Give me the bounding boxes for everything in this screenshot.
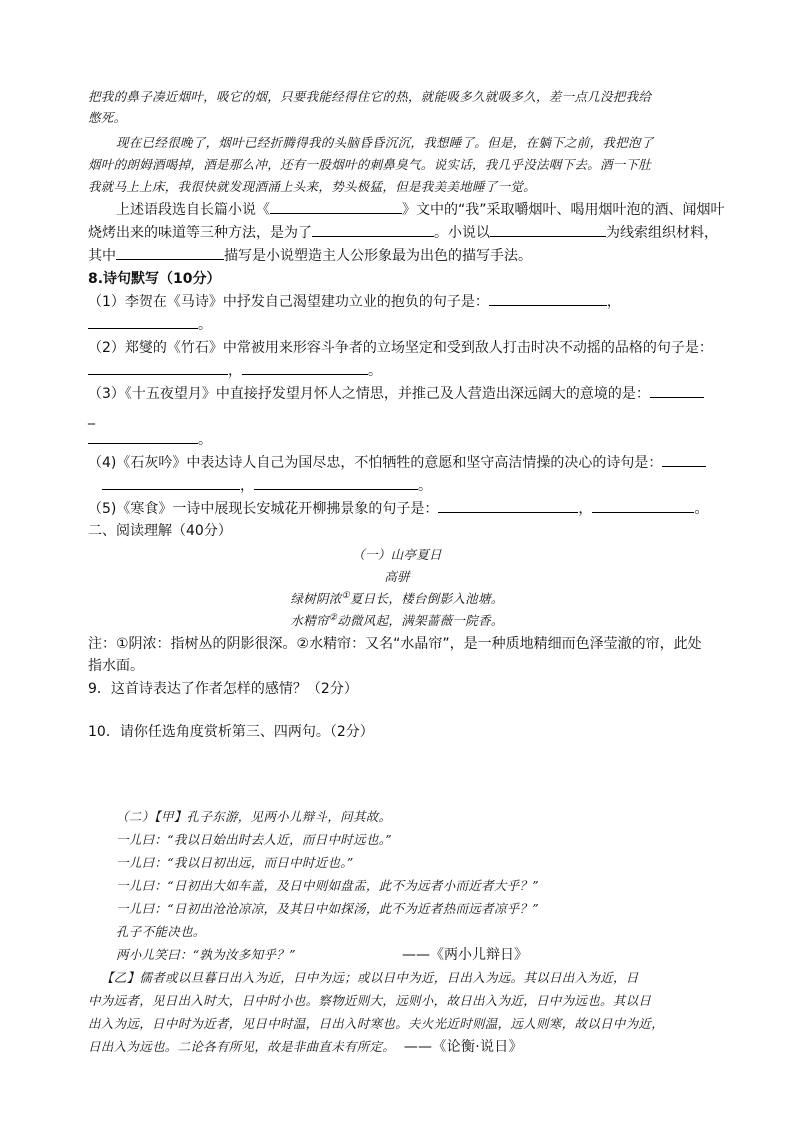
passage-line: 烟叶的朗姆酒喝掉，酒是那么冲，还有一股烟叶的刺鼻臭气。说实话，我几乎没法咽下去。酒一下肚 (88, 157, 652, 172)
classical-line: 两小儿笑曰：“孰为汝多知乎？” (116, 947, 296, 962)
q8-item-3-dash: _ (88, 409, 95, 425)
classical-line: 出入为远，日中时为近者，见日中时温，日出入时寒也。夫火光近时则温，远人则寒，故以日中为近， (88, 1016, 665, 1031)
poem-note: 注：①阴浓：指树丛的阴影很深。②水精帘：又名“水晶帘”，是一种质地精细而色泽莹澈的帘，此处 (88, 636, 702, 652)
q8-item-3-cont: 。 (88, 431, 212, 449)
answer-blank[interactable] (662, 454, 706, 467)
q10: 10．请你任选角度赏析第三、四两句。（2分） (88, 724, 374, 740)
q7-line1: 上述语段选自长篇小说《 》文中的“我”采取嚼烟叶、喝用烟叶泡的酒、闻烟叶 (116, 202, 725, 218)
poem-line-2: 水精帘②动微风起，满架蔷薇一院香。 (290, 612, 504, 628)
answer-blank[interactable] (270, 201, 402, 214)
poem-line-1: 绿树阴浓①夏日长，楼台倒影入池塘。 (290, 590, 504, 606)
classical-line: 中为远者，见日出入时大，日中时小也。察物近则大，远则小，故日出入为近，日中为远也。其以日 (88, 993, 652, 1008)
q8-item-4: （4)《石灰吟》中表达诗人自己为国尽忠，不怕牺牲的意愿和坚守高洁情操的决心的诗句是： (88, 454, 706, 472)
q8-heading: 8.诗句默写（10分） (88, 271, 221, 287)
q8-item-2-cont: ， 。 (88, 362, 382, 380)
passage-line: 我就马上上床，我很快就发现酒涌上头来，势头极猛，但是我美美地睡了一觉。 (88, 179, 537, 194)
answer-blank[interactable] (88, 362, 228, 375)
answer-blank[interactable] (254, 477, 418, 490)
poem-author: 高骈 (384, 569, 410, 584)
q8-item-2: （2）郑燮的《竹石》中常被用来形容斗争者的立场坚定和受到敌人打击时决不动摇的品格的句子是： (88, 340, 713, 356)
q8-item-5: （5)《寒食》一诗中展现长安城花开柳拂景象的句子是： ， 。 (88, 501, 709, 517)
answer-blank[interactable] (88, 316, 198, 329)
q8-item-3: （3）《十五夜望月》中直接抒发望月怀人之情思，并推己及人营造出深远阔大的意境的是： (88, 385, 704, 403)
answer-blank[interactable] (242, 362, 368, 375)
q8-item-1: （1）李贺在《马诗》中抒发自己渴望建功立业的抱负的句子是： ， (88, 294, 621, 310)
poem-note-cont: 指水面。 (88, 658, 144, 674)
source-citation: ——《论衡·说日》 (403, 1039, 523, 1055)
answer-blank[interactable] (438, 500, 578, 513)
section-heading: 二、阅读理解（40分） (88, 523, 232, 539)
answer-blank[interactable] (489, 293, 607, 306)
classical-line: 一儿曰：“日初出沧沧凉凉，及其日中如探汤，此不为近者热而远者凉乎？” (116, 901, 539, 916)
passage-line: 现在已经很晚了，烟叶已经折腾得我的头脑昏昏沉沉，我想睡了。但是，在躺下之前，我把泡了 (116, 135, 654, 150)
classical-line: 一儿曰：“我以日始出时去人近，而日中时远也。” (116, 832, 392, 847)
poem-title: （一）山亭夏日 (352, 547, 442, 562)
answer-blank[interactable] (592, 500, 694, 513)
answer-blank[interactable] (116, 247, 224, 260)
classical-line: （二）【甲】孔子东游，见两小儿辩斗，问其故。 (116, 809, 392, 824)
answer-blank[interactable] (102, 477, 240, 490)
passage-line: 把我的鼻子凑近烟叶，吸它的烟，只要我能经得住它的热，就能吸多久就吸多久，差一点几没把我给 (88, 89, 652, 104)
answer-blank[interactable] (490, 224, 606, 237)
classical-line: 一儿曰：“我以日初出远，而日中时近也。” (116, 855, 354, 870)
classical-line: 日出入为远也。二论各有所见，故是非曲直未有所定。 ——《论衡·说日》 (88, 1039, 523, 1055)
q7-line3: 其中 描写是小说塑造主人公形象最为出色的描写手法。 (88, 248, 532, 264)
classical-line: 孔子不能决也。 (116, 924, 206, 939)
q8-item-4-cont: ， 。 (102, 477, 432, 495)
answer-blank[interactable] (88, 431, 198, 444)
answer-blank[interactable] (312, 224, 434, 237)
q9: 9．这首诗表达了作者怎样的感情？（2分） (88, 681, 358, 697)
passage-line: 憋死。 (88, 110, 127, 125)
classical-line: 【乙】儒者或以旦暮日出入为近，日中为远；或以日中为近，日出入为远。其以日出入为近，日 (101, 970, 639, 985)
source-citation: ——《两小儿辩日》 (402, 947, 528, 963)
q8-item-1-cont: 。 (88, 316, 212, 334)
answer-blank[interactable] (650, 385, 704, 398)
classical-line: 一儿曰：“日初出大如车盖，及日中则如盘盂，此不为远者小而近者大乎？” (116, 878, 539, 893)
q7-line2: 烧烤出来的味道等三种方法，是为了 。小说以 为线索组织材料， (88, 225, 718, 241)
